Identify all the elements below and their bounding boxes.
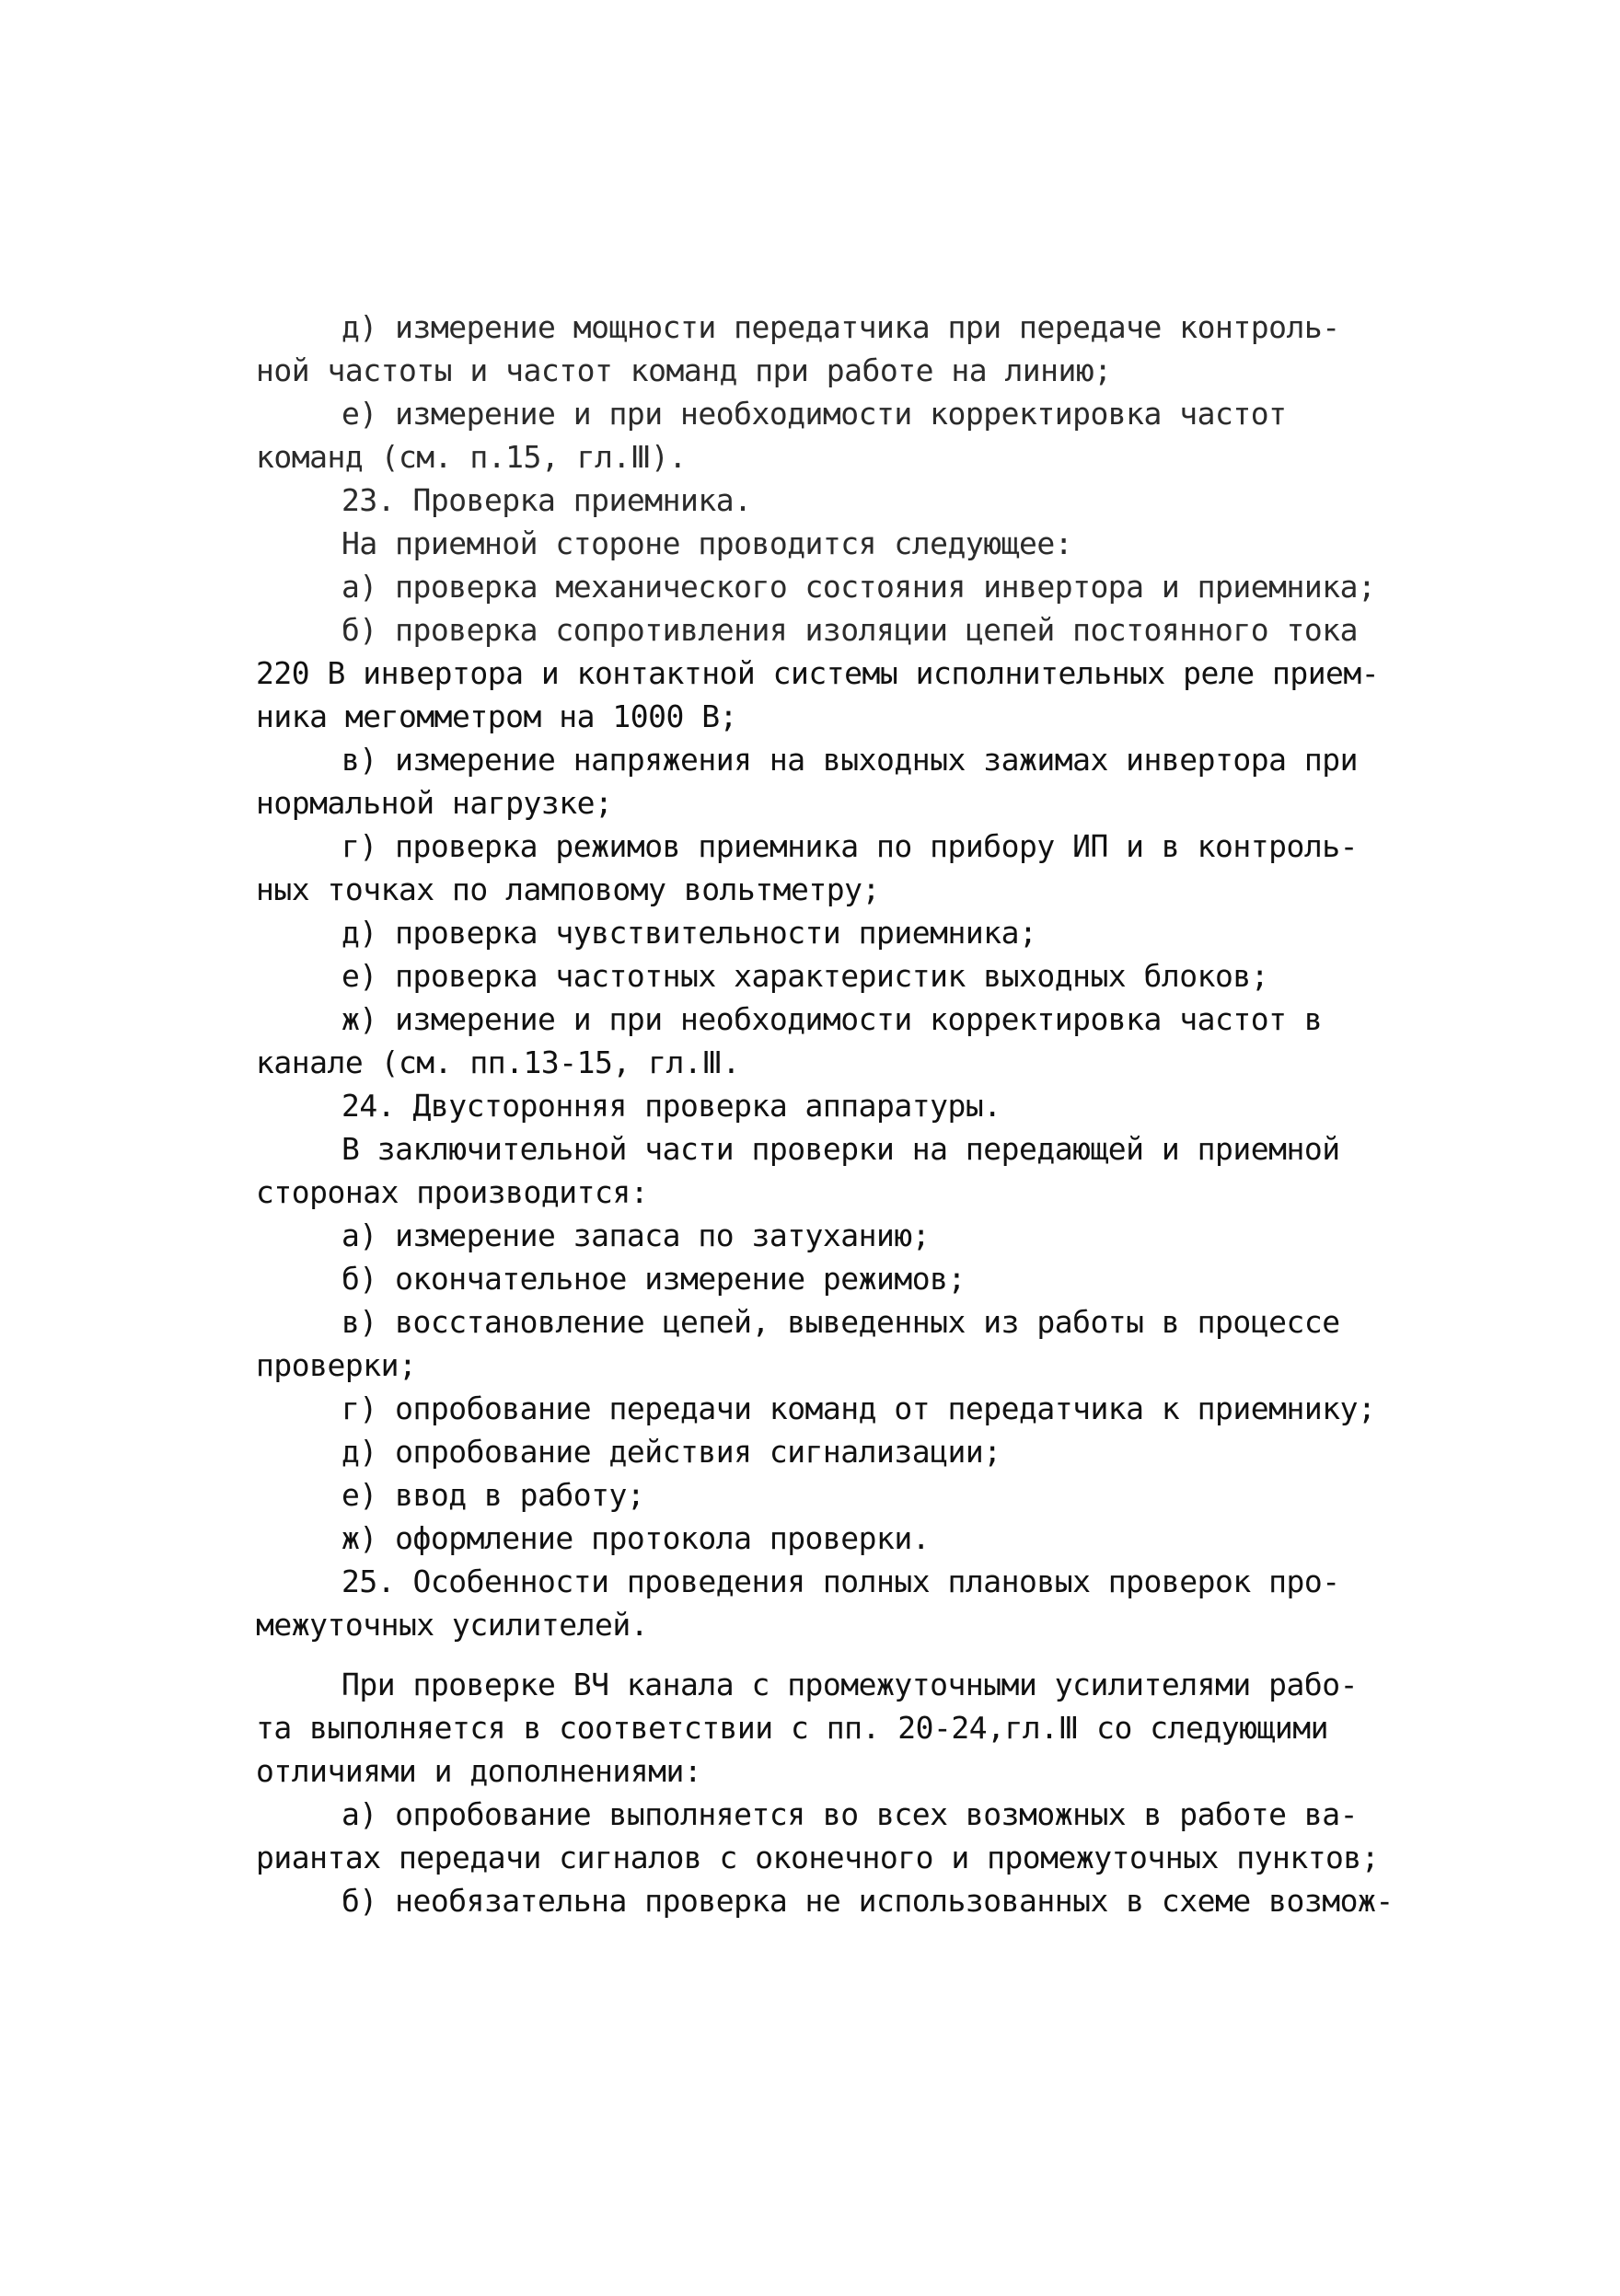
text-line: риантах передачи сигналов с оконечного и промежуточных пунктов; <box>256 1840 1380 1875</box>
text-line: г) опробование передачи команд от передатчика к приемнику; <box>341 1390 1376 1426</box>
text-line: сторонах производится: <box>256 1174 649 1210</box>
text-line: б) окончательное измерение режимов; <box>341 1261 966 1297</box>
text-line: При проверке ВЧ канала с промежуточными усилителями рабо- <box>341 1667 1358 1702</box>
text-line: В заключительной части проверки на передающей и приемной <box>341 1131 1340 1167</box>
text-line: нормальной нагрузке; <box>256 785 613 821</box>
text-line: ж) оформление протокола проверки. <box>341 1520 931 1556</box>
text-line: д) проверка чувствительности приемника; <box>341 915 1037 951</box>
text-line: ных точках по ламповому вольтметру; <box>256 871 880 907</box>
text-line: команд (см. п.15, гл.Ⅲ). <box>256 439 687 475</box>
text-line: д) опробование действия сигнализации; <box>341 1434 1001 1470</box>
text-line: б) проверка сопротивления изоляции цепей постоянного тока <box>341 612 1358 648</box>
text-line: проверки; <box>256 1347 417 1383</box>
text-line: На приемной стороне проводится следующее: <box>341 525 1073 561</box>
text-line: 23. Проверка приемника. <box>341 482 752 518</box>
text-line: 24. Двусторонняя проверка аппаратуры. <box>341 1088 1001 1124</box>
text-line: е) измерение и при необходимости корректировка частот <box>341 396 1287 432</box>
text-line: ж) измерение и при необходимости корректировка частот в <box>341 1001 1323 1037</box>
text-line: та выполняется в соответствии с пп. 20-24,гл.Ⅲ со следующими <box>256 1710 1328 1746</box>
text-line: д) измерение мощности передатчика при передаче контроль- <box>341 309 1340 345</box>
text-line: 220 В инвертора и контактной системы исполнительных реле прием- <box>256 655 1380 691</box>
text-line: канале (см. пп.13-15, гл.Ⅲ. <box>256 1044 740 1080</box>
text-line: г) проверка режимов приемника по прибору ИП и в контроль- <box>341 828 1358 864</box>
text-line: отличиями и дополнениями: <box>256 1753 702 1789</box>
text-line: а) проверка механического состояния инвертора и приемника; <box>341 569 1376 605</box>
text-line: ной частоты и частот команд при работе на линию; <box>256 352 1112 388</box>
text-line: в) восстановление цепей, выведенных из работы в процессе <box>341 1304 1340 1340</box>
text-line: а) опробование выполняется во всех возможных в работе ва- <box>341 1796 1358 1832</box>
text-line: ника мегомметром на 1000 В; <box>256 698 737 734</box>
document-body <box>256 306 1394 1922</box>
text-line: е) ввод в работу; <box>341 1477 645 1513</box>
text-line: межуточных усилителей. <box>256 1607 649 1643</box>
text-line: 25. Особенности проведения полных плановых проверок про- <box>341 1563 1340 1599</box>
text-line: а) измерение запаса по затуханию; <box>341 1217 931 1253</box>
text-line: в) измерение напряжения на выходных зажимах инвертора при <box>341 742 1358 778</box>
text-line: е) проверка частотных характеристик выходных блоков; <box>341 958 1269 994</box>
text-line: б) необязательна проверка не использованных в схеме возмож- <box>341 1883 1394 1919</box>
